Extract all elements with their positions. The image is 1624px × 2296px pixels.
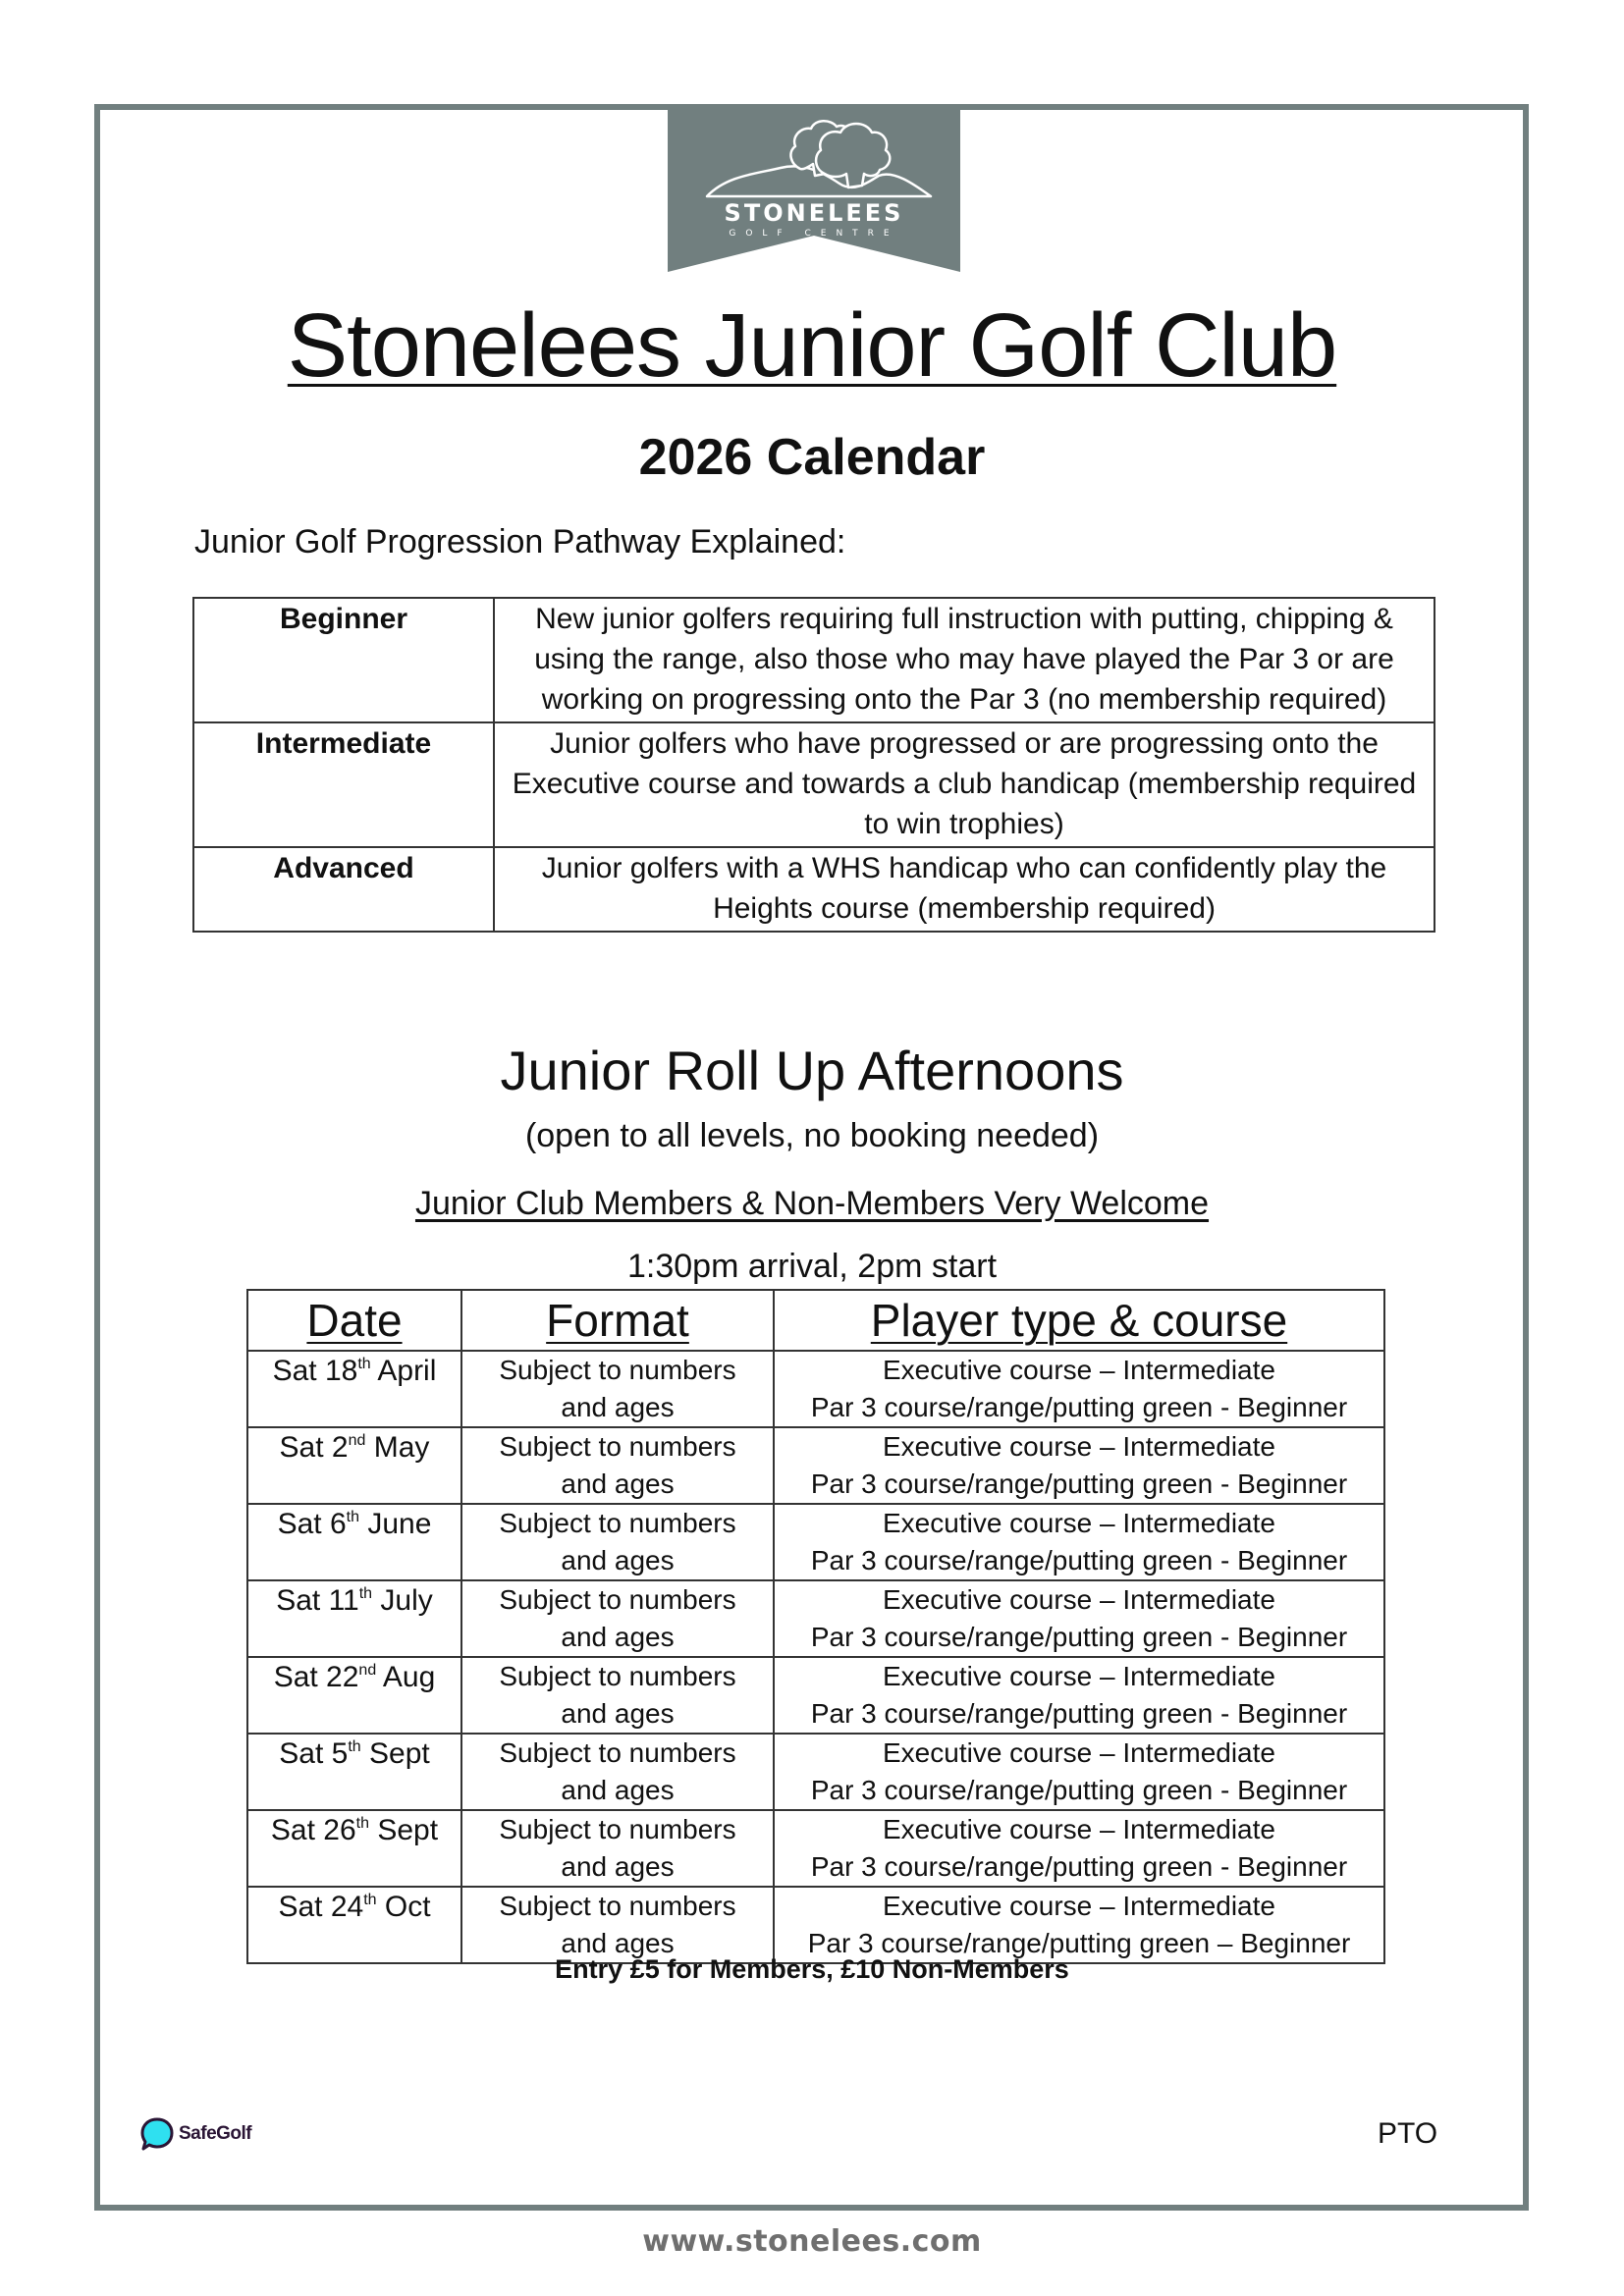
format-cell: Subject to numbers and ages [461, 1351, 774, 1427]
page-title: Stonelees Junior Golf Club [287, 295, 1337, 396]
website-link[interactable]: www.stonelees.com [642, 2224, 982, 2259]
stonelees-logo [668, 105, 960, 274]
pathway-table [192, 597, 1435, 933]
course-cell: Executive course – Intermediate Par 3 course/range/putting green - Beginner [774, 1351, 1384, 1427]
format-cell: Subject to numbers and ages [461, 1887, 774, 1963]
table-row [247, 1504, 1384, 1580]
course-cell: Executive course – Intermediate Par 3 course/range/putting green - Beginner [774, 1580, 1384, 1657]
pto-label: PTO [1378, 2117, 1438, 2150]
course-cell: Executive course – Intermediate Par 3 course/range/putting green - Beginner [774, 1657, 1384, 1734]
date-cell: Sat 18th April [247, 1351, 461, 1427]
roll-up-subtitle: (open to all levels, no booking needed) [524, 1117, 1100, 1154]
format-cell: Subject to numbers and ages [461, 1657, 774, 1734]
format-cell: Subject to numbers and ages [461, 1810, 774, 1887]
trees-hills-logo-icon [668, 105, 960, 274]
table-row [247, 1734, 1384, 1810]
level-name: Advanced [193, 847, 494, 932]
column-header-date: Date [247, 1290, 461, 1351]
pathway-row-intermediate [193, 722, 1435, 847]
level-name: Intermediate [193, 722, 494, 847]
speech-bubble-icon [139, 2116, 175, 2152]
safegolf-label: SafeGolf [179, 2123, 252, 2144]
column-header-format: Format [461, 1290, 774, 1351]
column-header-player-type: Player type & course [774, 1290, 1384, 1351]
format-cell: Subject to numbers and ages [461, 1504, 774, 1580]
table-row [247, 1427, 1384, 1504]
roll-up-title: Junior Roll Up Afternoons [500, 1040, 1124, 1101]
date-cell: Sat 2nd May [247, 1427, 461, 1504]
roll-up-time: 1:30pm arrival, 2pm start [626, 1248, 998, 1285]
level-name: Beginner [193, 598, 494, 722]
date-cell: Sat 5th Sept [247, 1734, 461, 1810]
calendar-subtitle: 2026 Calendar [638, 429, 986, 486]
date-cell: Sat 6th June [247, 1504, 461, 1580]
safegolf-logo [139, 2116, 251, 2152]
format-cell: Subject to numbers and ages [461, 1734, 774, 1810]
format-cell: Subject to numbers and ages [461, 1580, 774, 1657]
pathway-row-beginner [193, 598, 1435, 722]
table-row [247, 1810, 1384, 1887]
date-cell: Sat 11th July [247, 1580, 461, 1657]
table-header-row [247, 1290, 1384, 1351]
svg-text:STONELEES: STONELEES [724, 199, 904, 227]
course-cell: Executive course – Intermediate Par 3 course/range/putting green - Beginner [774, 1504, 1384, 1580]
level-description: Junior golfers with a WHS handicap who can confidently play the Heights course (membership required) [494, 847, 1435, 932]
table-row [247, 1351, 1384, 1427]
course-cell: Executive course – Intermediate Par 3 course/range/putting green - Beginner [774, 1427, 1384, 1504]
pathway-row-advanced [193, 847, 1435, 932]
table-row [247, 1657, 1384, 1734]
course-cell: Executive course – Intermediate Par 3 course/range/putting green - Beginner [774, 1734, 1384, 1810]
date-cell: Sat 22nd Aug [247, 1657, 461, 1734]
date-cell: Sat 26th Sept [247, 1810, 461, 1887]
svg-text:GOLF CENTRE: GOLF CENTRE [729, 229, 899, 239]
roll-up-welcome: Junior Club Members & Non-Members Very Welcome [414, 1185, 1210, 1222]
level-description: Junior golfers who have progressed or are progressing onto the Executive course and towards a club handicap (membership required to win trophies) [494, 722, 1435, 847]
format-cell: Subject to numbers and ages [461, 1427, 774, 1504]
pathway-label: Junior Golf Progression Pathway Explained: [194, 523, 846, 561]
course-cell: Executive course – Intermediate Par 3 course/range/putting green - Beginner [774, 1810, 1384, 1887]
roll-up-table [246, 1289, 1385, 1964]
table-row [247, 1580, 1384, 1657]
date-cell: Sat 24th Oct [247, 1887, 461, 1963]
entry-fee-note: Entry £5 for Members, £10 Non-Members [555, 1954, 1069, 1984]
course-cell: Executive course – Intermediate Par 3 course/range/putting green – Beginner [774, 1887, 1384, 1963]
level-description: New junior golfers requiring full instruction with putting, chipping & using the range, also those who may have played the Par 3 or are working on progressing onto the Par 3 (no membership required) [494, 598, 1435, 722]
